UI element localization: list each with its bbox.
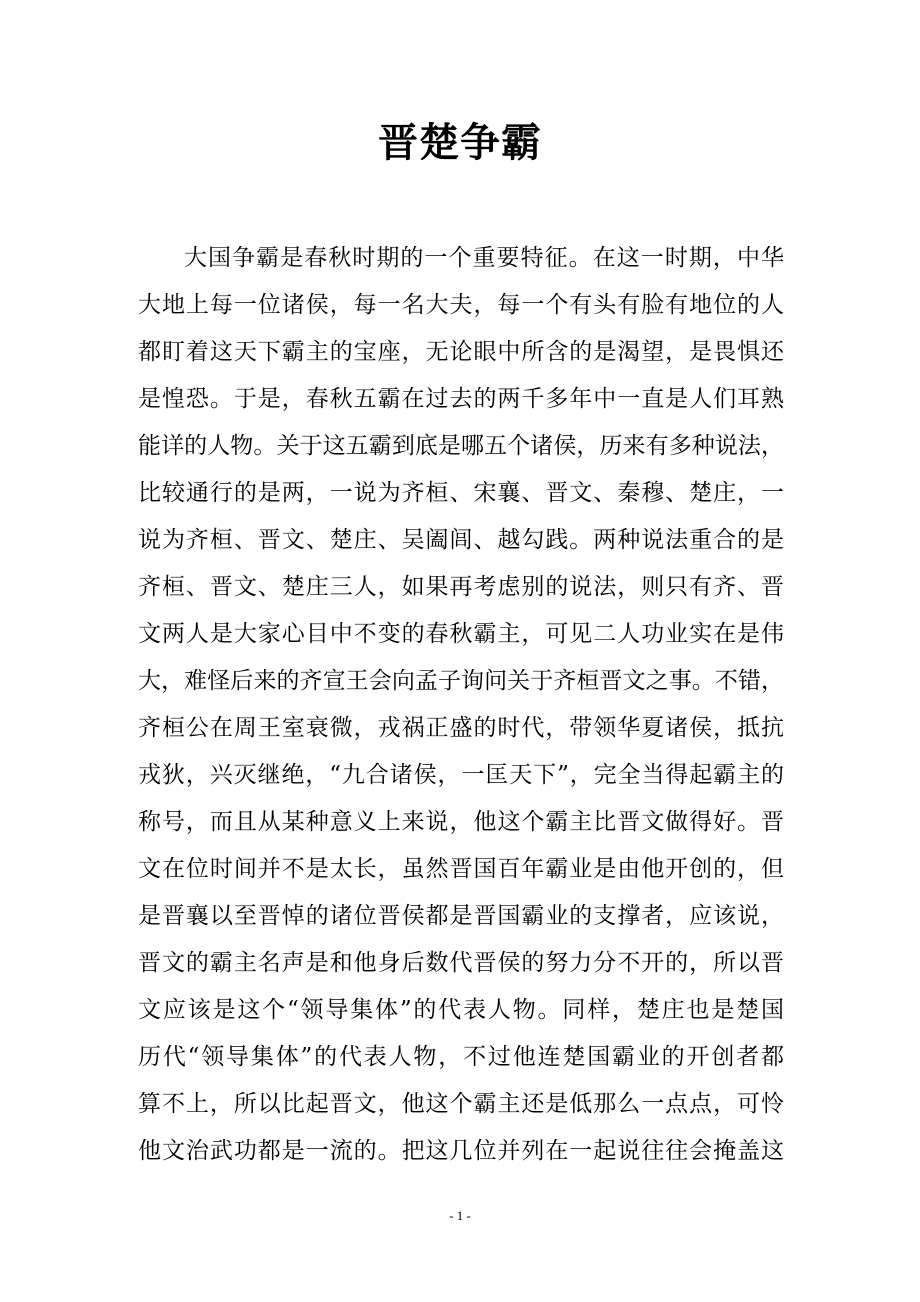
text-line: 都盯着这天下霸主的宝座，无论眼中所含的是渴望，是畏惧还 <box>138 339 784 365</box>
text-line: 文两人是大家心目中不变的春秋霸主，可见二人功业实在是伟 <box>138 621 784 647</box>
text-line: 他文治武功都是一流的。把这几位并列在一起说往往会掩盖这 <box>138 1138 784 1164</box>
text-line: 文在位时间并不是太长，虽然晋国百年霸业是由他开创的，但 <box>138 856 784 882</box>
text-line: 历代“领导集体”的代表人物，不过他连楚国霸业的开创者都 <box>138 1044 784 1070</box>
page-title: 晋楚争霸 <box>378 120 542 166</box>
text-line: 称号，而且从某种意义上来说，他这个霸主比晋文做得好。晋 <box>138 809 784 835</box>
text-line: 说为齐桓、晋文、楚庄、吴阖闾、越勾践。两种说法重合的是 <box>138 527 784 553</box>
text-line: 大国争霸是春秋时期的一个重要特征。在这一时期，中华 <box>184 245 784 271</box>
text-line: 比较通行的是两，一说为齐桓、宋襄、晋文、秦穆、楚庄，一 <box>138 480 784 506</box>
body-paragraph <box>138 235 784 1175</box>
text-line: 齐桓、晋文、楚庄三人，如果再考虑别的说法，则只有齐、晋 <box>138 574 784 600</box>
text-line: 能详的人物。关于这五霸到底是哪五个诸侯，历来有多种说法， <box>138 433 784 459</box>
text-line: 大，难怪后来的齐宣王会向孟子询问关于齐桓晋文之事。不错， <box>138 668 784 694</box>
text-line: 是惶恐。于是，春秋五霸在过去的两千多年中一直是人们耳熟 <box>138 386 784 412</box>
text-line: 是晋襄以至晋悼的诸位晋侯都是晋国霸业的支撑者，应该说， <box>138 903 784 929</box>
text-line: 晋文的霸主名声是和他身后数代晋侯的努力分不开的，所以晋 <box>138 950 784 976</box>
page-number: - 1 - <box>449 1208 471 1223</box>
text-line: 算不上，所以比起晋文，他这个霸主还是低那么一点点，可怜 <box>138 1091 784 1117</box>
text-line: 齐桓公在周王室衰微，戎祸正盛的时代，带领华夏诸侯，抵抗 <box>138 715 784 741</box>
text-line: 大地上每一位诸侯，每一名大夫，每一个有头有脸有地位的人 <box>138 292 784 318</box>
text-line: 文应该是这个“领导集体”的代表人物。同样，楚庄也是楚国 <box>138 997 784 1023</box>
text-line: 戎狄，兴灭继绝，“九合诸侯，一匡天下”，完全当得起霸主的 <box>138 762 784 788</box>
